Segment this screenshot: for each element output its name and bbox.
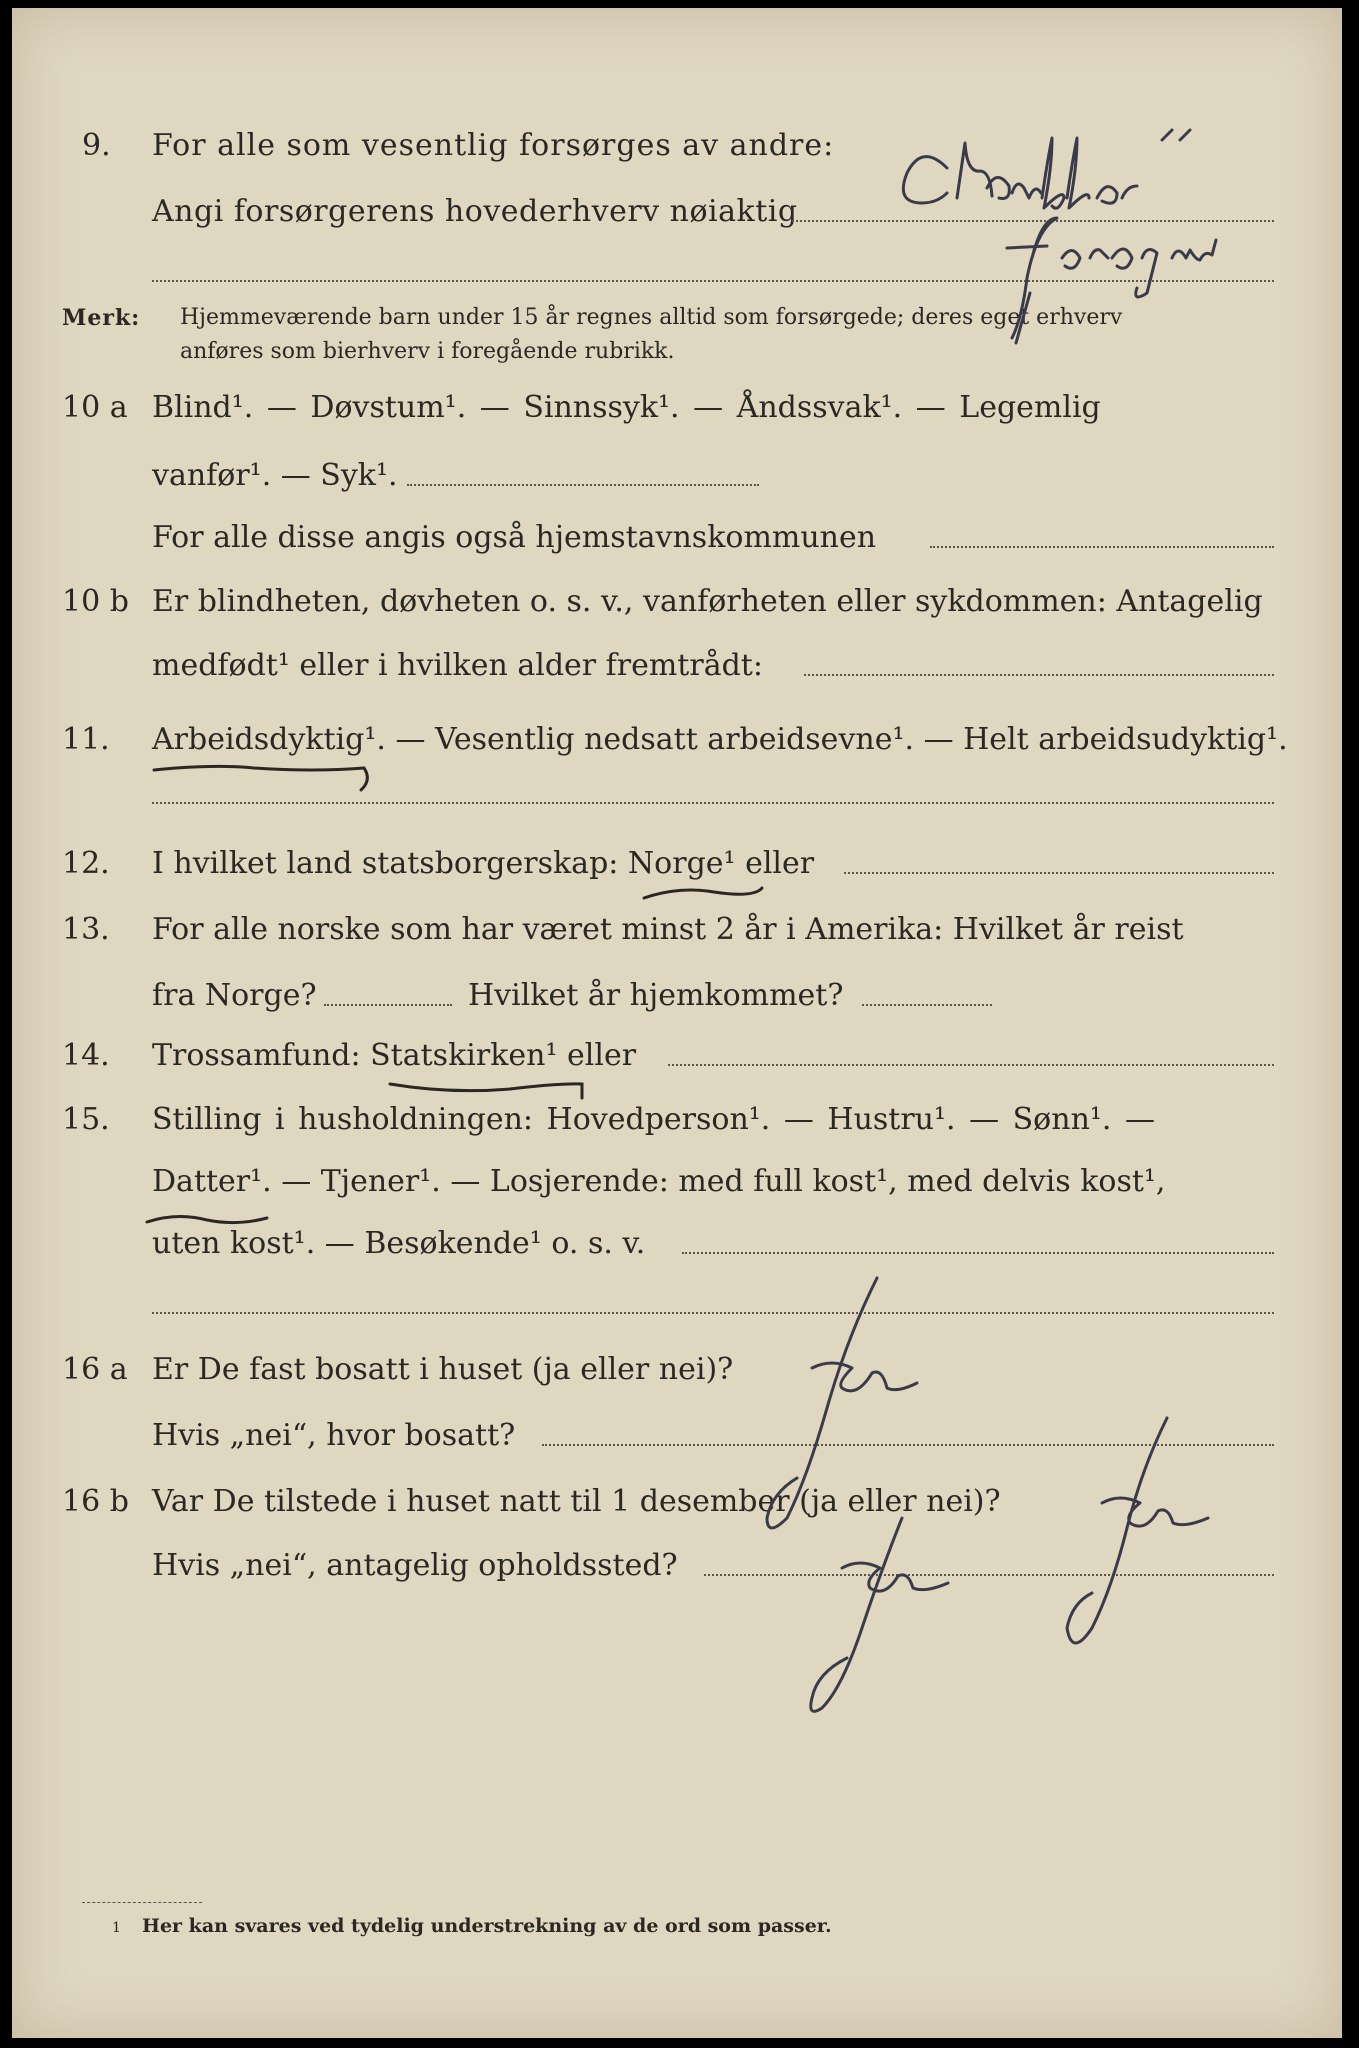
footnote-text: Her kan svares ved tydelig understrekning av de ord som passer. <box>142 1915 832 1937</box>
q13-hjemkommet-line <box>862 1004 992 1006</box>
q13-line2a: fra Norge? <box>152 978 317 1013</box>
q16b-answer-line <box>704 1574 1274 1576</box>
q15-number: 15. <box>62 1102 110 1137</box>
q16a-line1: Er De fast bosatt i huset (ja eller nei)? <box>152 1352 734 1387</box>
underline-datter <box>147 1216 267 1222</box>
q11-line1: Arbeidsdyktig¹. — Vesentlig nedsatt arbeidsevne¹. — Helt arbeidsudyktig¹. <box>152 722 1288 757</box>
q16b-number: 16 b <box>62 1484 129 1519</box>
merk-label: Merk: <box>62 305 141 331</box>
q10b-number: 10 b <box>62 584 129 619</box>
handwriting-ja-16b <box>1067 1418 1208 1643</box>
q12-number: 12. <box>62 846 110 881</box>
q9-line1: For alle som vesentlig forsørges av andre: <box>152 128 835 163</box>
q15-line3: uten kost¹. — Besøkende¹ o. s. v. <box>152 1226 646 1261</box>
q10b-line2: medfødt¹ eller i hvilken alder fremtrådt: <box>152 648 763 683</box>
q10a-line3: For alle disse angis også hjemstavnskommunen <box>152 520 877 555</box>
q10a-line1: Blind¹. — Døvstum¹. — Sinnssyk¹. — Åndssvak¹. — Legemlig <box>152 390 1101 425</box>
q13-line1: For alle norske som har været minst 2 år i Amerika: Hvilket år reist <box>152 912 1184 947</box>
q15-answer-line2 <box>152 1312 1274 1314</box>
q12-answer-line <box>844 872 1274 874</box>
q10b-line1: Er blindheten, døvheten o. s. v., vanførheten eller sykdommen: Antagelig <box>152 584 1263 619</box>
q10a-hjemstavn-line <box>930 546 1274 548</box>
q14-answer-line <box>668 1064 1274 1066</box>
census-form-page <box>12 8 1342 2038</box>
q9-answer-line2 <box>152 280 1274 282</box>
underline-statskirken <box>390 1084 582 1098</box>
q9-line2: Angi forsørgerens hovederhverv nøiaktig <box>152 194 798 229</box>
q15-answer-line <box>682 1252 1274 1254</box>
q10a-number: 10 a <box>62 390 128 425</box>
q16b-line1: Var De tilstede i huset natt til 1 desember (ja eller nei)? <box>152 1484 1001 1519</box>
q9-answer-line1 <box>792 220 1274 222</box>
handwriting-ja-16b-2 <box>811 1518 948 1711</box>
q12-line1: I hvilket land statsborgerskap: Norge¹ eller <box>152 846 815 881</box>
q10a-line2: vanfør¹. — Syk¹. <box>152 458 398 493</box>
q14-line1: Trossamfund: Statskirken¹ eller <box>152 1038 637 1073</box>
q15-line2: Datter¹. — Tjener¹. — Losjerende: med full kost¹, med delvis kost¹, <box>152 1164 1166 1199</box>
underline-arbeidsdyktig <box>154 766 367 790</box>
footnote-rule <box>82 1902 202 1903</box>
q15-line1: Stilling i husholdningen: Hovedperson¹. — Hustru¹. — Sønn¹. — <box>152 1102 1155 1137</box>
q13-reist-line <box>324 1004 452 1006</box>
q10a-answer-line <box>407 484 759 486</box>
q13-line2b: Hvilket år hjemkommet? <box>468 978 844 1013</box>
q11-number: 11. <box>62 722 110 757</box>
merk-line1: Hjemmeværende barn under 15 år regnes alltid som forsørgede; deres eget erhverv <box>180 305 1123 330</box>
footnote-marker: 1 <box>112 1920 121 1936</box>
q16a-answer-line <box>542 1444 1274 1446</box>
merk-line2: anføres som bierhverv i foregående rubrikk. <box>180 339 675 364</box>
q11-answer-line <box>152 802 1274 804</box>
q16a-line2: Hvis „nei“, hvor bosatt? <box>152 1418 516 1453</box>
q14-number: 14. <box>62 1038 110 1073</box>
q10b-answer-line <box>804 674 1274 676</box>
q9-number: 9. <box>82 128 111 163</box>
q16a-number: 16 a <box>62 1352 128 1387</box>
q13-number: 13. <box>62 912 110 947</box>
underline-norge <box>644 888 762 898</box>
handwriting-chauffor <box>903 130 1190 208</box>
q16b-line2: Hvis „nei“, antagelig opholdssted? <box>152 1548 678 1583</box>
